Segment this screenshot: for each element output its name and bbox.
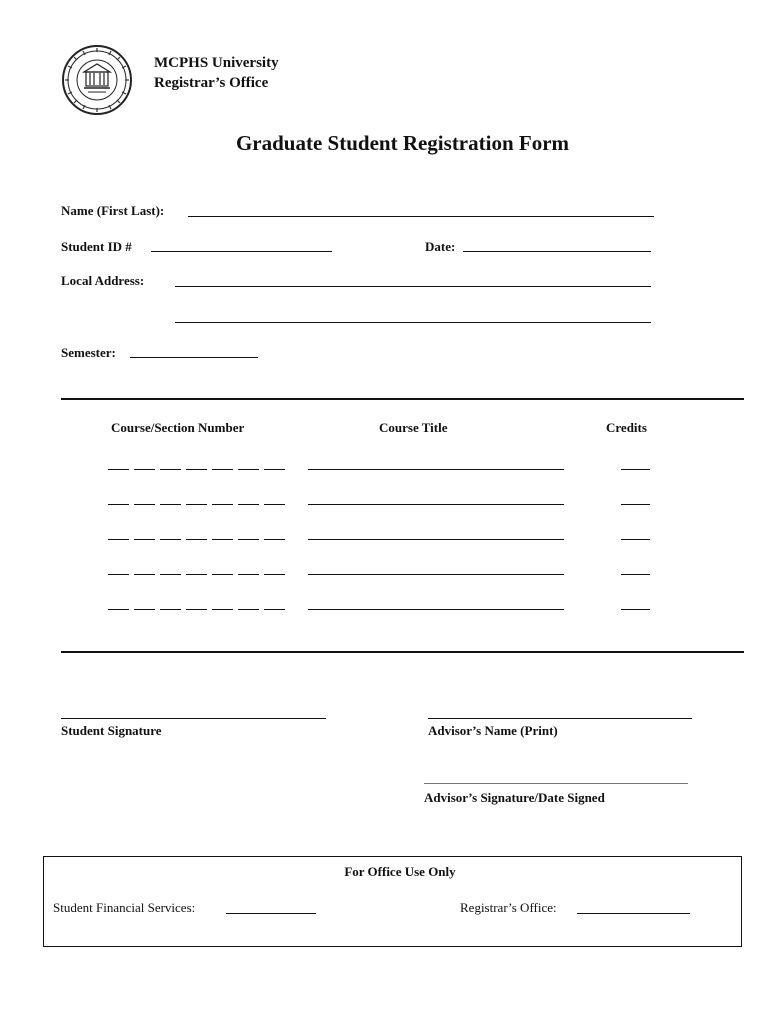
credits-header: Credits: [606, 420, 647, 435]
org-department: Registrar’s Office: [154, 75, 269, 91]
date-label: Date:: [425, 239, 456, 254]
org-name: MCPHS University: [154, 55, 279, 71]
local-address-field-line-1[interactable]: [175, 286, 651, 287]
advisor-name-field[interactable]: [428, 718, 692, 719]
student-id-field[interactable]: [151, 251, 332, 252]
name-field[interactable]: [188, 216, 654, 217]
form-title: Graduate Student Registration Form: [235, 131, 570, 155]
advisor-signature-label: Advisor’s Signature/Date Signed: [424, 790, 605, 805]
credits-field[interactable]: [621, 504, 650, 505]
student-id-label: Student ID #: [61, 239, 132, 254]
credits-field[interactable]: [621, 609, 650, 610]
financial-services-field[interactable]: [226, 913, 316, 914]
office-use-title: For Office Use Only: [344, 864, 456, 879]
course-title-field[interactable]: [308, 469, 564, 470]
name-label: Name (First Last):: [61, 203, 165, 218]
financial-services-label: Student Financial Services:: [53, 900, 196, 915]
date-field[interactable]: [463, 251, 651, 252]
advisor-signature-field[interactable]: [424, 783, 688, 784]
university-seal-icon: [61, 44, 133, 116]
registrar-office-label: Registrar’s Office:: [460, 900, 557, 915]
credits-field[interactable]: [621, 574, 650, 575]
course-title-header: Course Title: [379, 420, 448, 435]
semester-field[interactable]: [130, 357, 258, 358]
student-signature-label: Student Signature: [61, 723, 162, 738]
course-title-field[interactable]: [308, 574, 564, 575]
semester-label: Semester:: [61, 345, 116, 360]
local-address-field-line-2[interactable]: [175, 322, 651, 323]
table-bottom-rule: [61, 651, 744, 653]
table-top-rule: [61, 398, 744, 400]
course-title-field[interactable]: [308, 504, 564, 505]
credits-field[interactable]: [621, 469, 650, 470]
course-section-header: Course/Section Number: [111, 420, 245, 435]
course-title-field[interactable]: [308, 539, 564, 540]
local-address-label: Local Address:: [61, 273, 145, 288]
advisor-name-label: Advisor’s Name (Print): [428, 723, 558, 738]
registrar-office-field[interactable]: [577, 913, 690, 914]
credits-field[interactable]: [621, 539, 650, 540]
student-signature-field[interactable]: [61, 718, 326, 719]
course-title-field[interactable]: [308, 609, 564, 610]
